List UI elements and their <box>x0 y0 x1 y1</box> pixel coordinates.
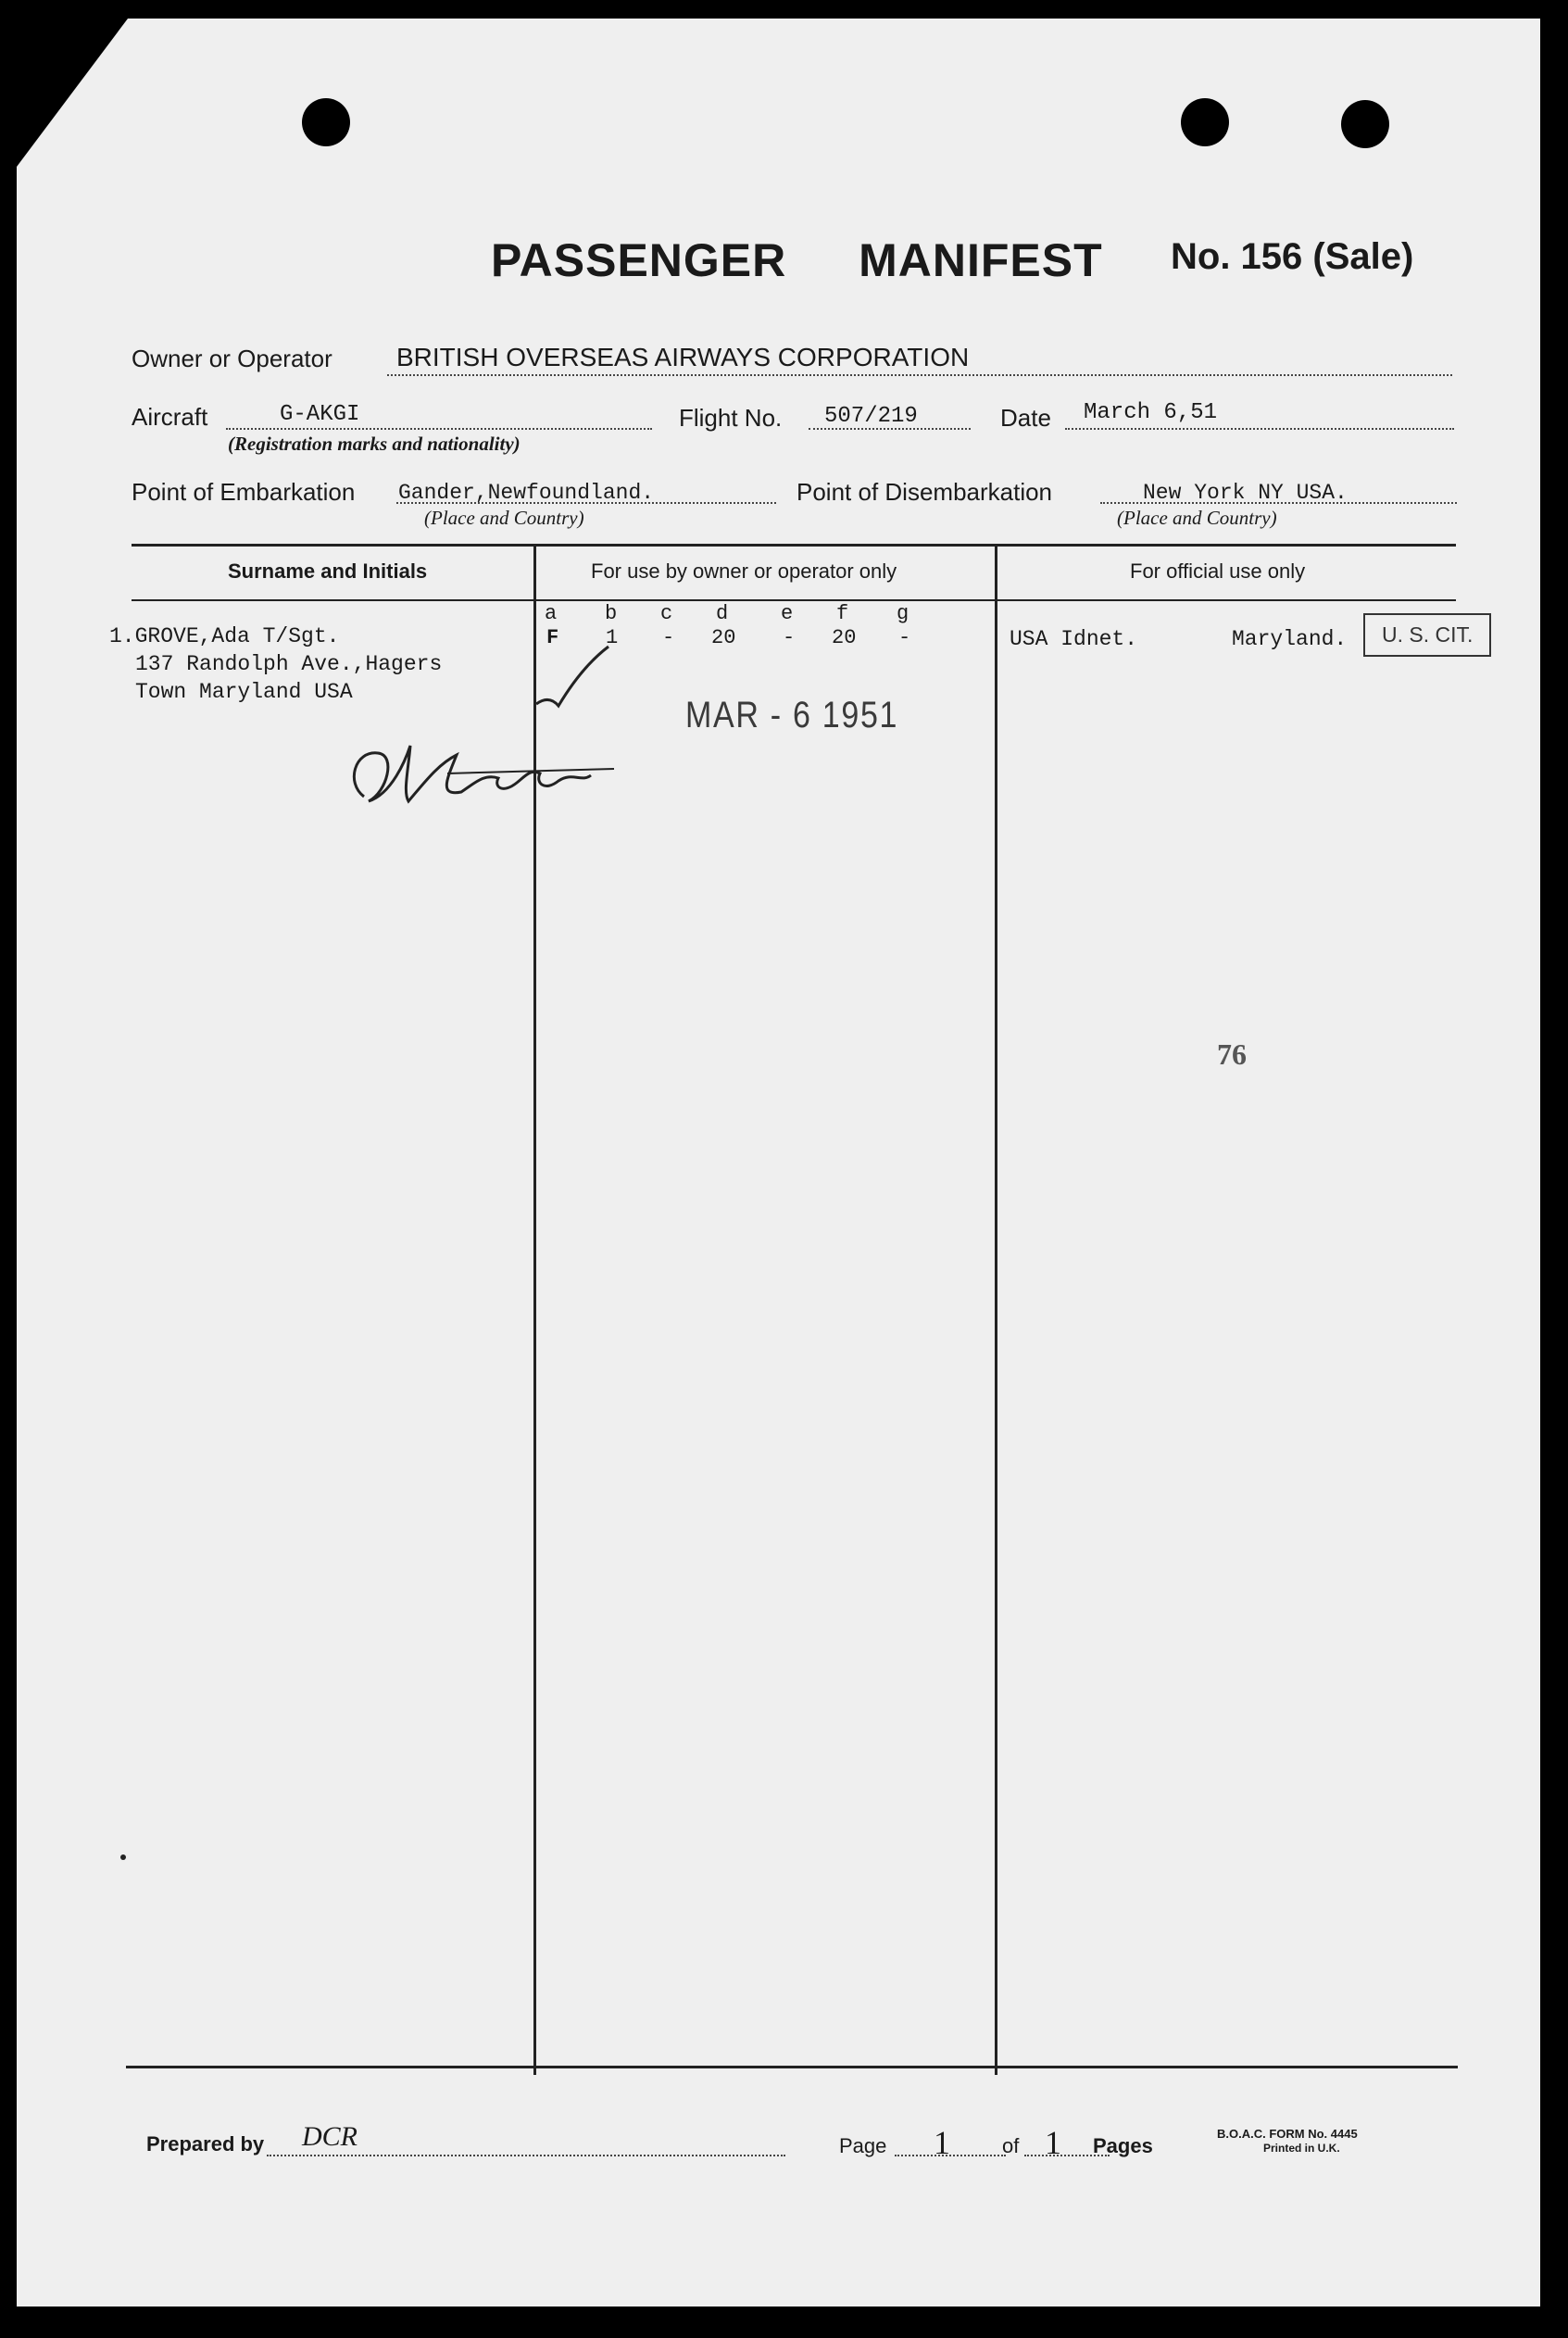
official-id-note: USA Idnet. <box>1010 627 1138 651</box>
flight-line <box>809 428 971 430</box>
aircraft-note: (Registration marks and nationality) <box>228 433 521 455</box>
prepared-line <box>267 2155 785 2156</box>
of-label: of <box>1002 2134 1020 2157</box>
date-label: Date <box>1000 404 1051 432</box>
sub-letter-d: d <box>716 602 729 625</box>
date-line <box>1065 428 1454 430</box>
column-header-operator: For use by owner or operator only <box>591 559 897 583</box>
sub-letter-b: b <box>605 602 618 625</box>
disembarkation-value: New York NY USA. <box>1143 481 1348 505</box>
stray-mark <box>120 1854 126 1860</box>
owner-line <box>387 374 1452 376</box>
passenger-address-1: 137 Randolph Ave.,Hagers <box>135 652 443 676</box>
embarkation-note: (Place and Country) <box>424 507 584 529</box>
aircraft-label: Aircraft <box>132 403 208 431</box>
code-d: 20 <box>711 626 736 649</box>
passenger-address-2: Town Maryland USA <box>135 680 353 704</box>
code-e: - <box>783 626 796 649</box>
title-manifest: MANIFEST <box>859 234 1103 286</box>
passenger-signature <box>336 727 651 815</box>
column-header-surname: Surname and Initials <box>228 559 428 583</box>
manifest-number: No. 156 (Sale) <box>1171 236 1414 277</box>
owner-label: Owner or Operator <box>132 345 332 372</box>
form-number: B.O.A.C. FORM No. 4445 <box>1217 2127 1358 2141</box>
printed-note: Printed in U.K. <box>1263 2142 1340 2155</box>
sub-letter-e: e <box>781 602 794 625</box>
page-value: 1 <box>934 2124 950 2161</box>
flight-label: Flight No. <box>679 404 783 432</box>
aircraft-value: G-AKGI <box>280 402 360 427</box>
prepared-value: DCR <box>302 2121 358 2152</box>
title-passenger: PASSENGER <box>491 234 787 286</box>
manifest-page <box>17 19 1540 2307</box>
flight-value: 507/219 <box>824 404 918 429</box>
punch-hole <box>1181 98 1229 146</box>
embarkation-line <box>396 502 776 504</box>
table-bottom-rule <box>126 2066 1458 2068</box>
table-top-rule <box>132 544 1456 547</box>
page-label: Page <box>839 2134 887 2157</box>
disembarkation-label: Point of Disembarkation <box>797 478 1053 506</box>
official-state-note: Maryland. <box>1232 627 1348 651</box>
code-b: 1 <box>606 626 619 649</box>
punch-hole <box>302 98 350 146</box>
column-divider-2 <box>995 547 997 2075</box>
code-f: 20 <box>832 626 857 649</box>
embarkation-label: Point of Embarkation <box>132 478 356 506</box>
code-c: - <box>662 626 675 649</box>
pages-label: Pages <box>1093 2134 1153 2157</box>
of-value: 1 <box>1045 2124 1061 2161</box>
column-header-official: For official use only <box>1130 559 1306 583</box>
disembarkation-line <box>1100 502 1457 504</box>
disembarkation-note: (Place and Country) <box>1117 507 1277 529</box>
check-mark-icon <box>531 639 614 713</box>
code-g: - <box>898 626 911 649</box>
aircraft-line <box>226 428 652 430</box>
torn-corner <box>17 19 128 167</box>
sub-letter-f: f <box>836 602 849 625</box>
code-a: F <box>546 626 559 649</box>
embarkation-value: Gander,Newfoundland. <box>398 481 655 505</box>
prepared-label: Prepared by <box>146 2132 265 2156</box>
page-line <box>895 2155 1006 2156</box>
sub-letter-c: c <box>660 602 673 625</box>
sub-letter-a: a <box>545 602 558 625</box>
page-mark-number: 76 <box>1217 1037 1247 1071</box>
date-value: March 6,51 <box>1084 400 1218 425</box>
owner-value: BRITISH OVERSEAS AIRWAYS CORPORATION <box>396 343 970 371</box>
table-header-rule <box>132 599 1456 601</box>
passenger-name: 1.GROVE,Ada T/Sgt. <box>109 624 340 648</box>
punch-hole <box>1341 100 1389 148</box>
us-citizen-stamp: U. S. CIT. <box>1363 613 1491 657</box>
sub-letter-g: g <box>897 602 909 625</box>
date-stamp: MAR - 6 1951 <box>685 695 899 735</box>
document-title <box>491 233 1103 287</box>
